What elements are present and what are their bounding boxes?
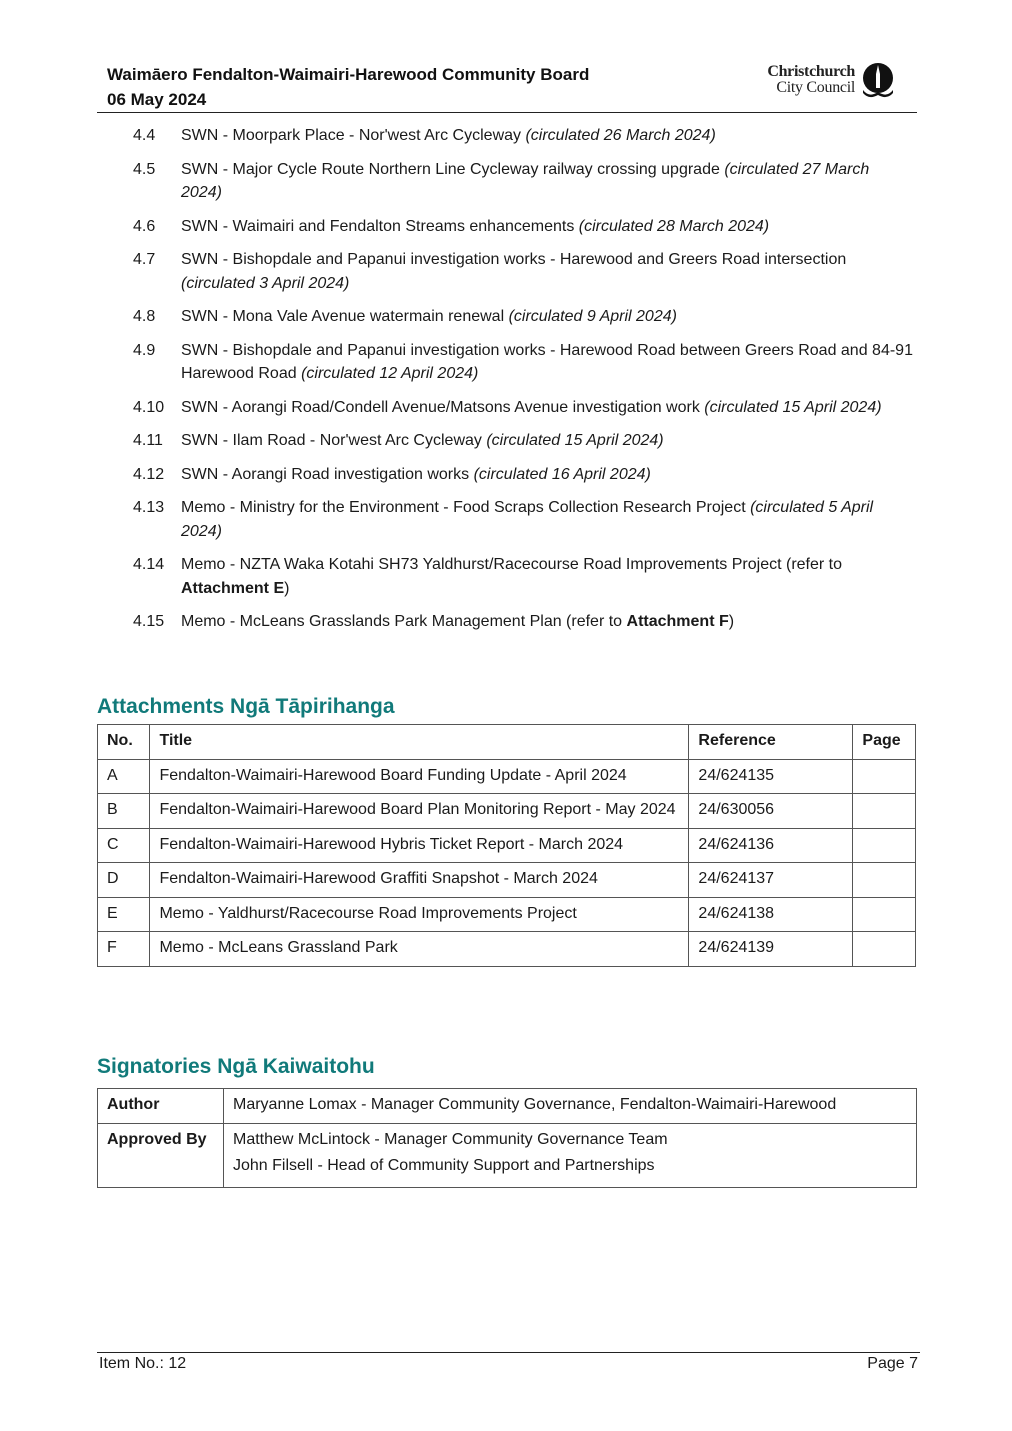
list-item [133,305,913,329]
cell-title: Fendalton-Waimairi-Harewood Hybris Ticket Report - March 2024 [150,828,689,863]
column-header-no: No. [98,725,150,760]
table-header-row [98,725,916,760]
item-circulated-date: (circulated 12 April 2024) [301,365,479,382]
item-text-suffix: ) [728,613,735,630]
item-text [181,463,913,487]
cell-page [853,897,916,932]
item-text [181,215,913,239]
list-item [133,339,913,386]
table-row [98,828,916,863]
item-text [181,124,913,148]
item-text [181,496,913,543]
table-row [98,1089,917,1124]
table-row [98,759,916,794]
item-text [181,429,913,453]
cell-reference: 24/624136 [689,828,853,863]
cell-reference: 24/624135 [689,759,853,794]
list-item [133,158,913,205]
column-header-reference: Reference [689,725,853,760]
item-number: 4.9 [133,341,156,359]
cell-page [853,759,916,794]
list-item [133,124,913,148]
item-title: SWN - Aorangi Road/Condell Avenue/Matsons Avenue investigation work [181,398,705,416]
table-row [98,794,916,829]
item-number: 4.4 [133,127,156,144]
cell-reference: 24/624139 [689,932,853,967]
cell-no: A [98,759,150,794]
item-title: Memo - Ministry for the Environment - Food Scraps Collection Research Project [181,499,751,516]
approved-by-label: Approved By [98,1123,224,1187]
cell-page [853,828,916,863]
meeting-date: 06 May 2024 [107,90,207,109]
logo-line-2: City Council [776,79,855,96]
cell-page [853,863,916,898]
item-number: 4.12 [133,465,165,483]
item-text [181,158,913,205]
item-circulated-date: (circulated 28 March 2024) [578,217,770,235]
table-row [98,863,916,898]
approver-1: Matthew McLintock - Manager Community Governance Team [233,1130,668,1148]
item-number: Item No.: 12 [99,1355,187,1372]
list-item [133,248,913,295]
cell-page [853,794,916,829]
cell-title: Memo - McLeans Grassland Park [150,932,689,967]
item-text [181,339,913,386]
cell-reference: 24/630056 [689,794,853,829]
item-title: SWN - Waimairi and Fendalton Streams enhancements [181,217,579,235]
list-item [133,463,913,487]
attachments-table [97,724,916,967]
list-item [133,396,913,420]
item-circulated-date: (circulated 27 March 2024) [181,160,870,201]
item-title: Memo - McLeans Grasslands Park Management Plan (refer to [181,613,627,630]
item-text [181,553,913,600]
cell-no: F [98,932,150,967]
item-title: SWN - Ilam Road - Nor'west Arc Cycleway [181,432,487,449]
item-title: SWN - Bishopdale and Papanui investigation works - Harewood and Greers Road intersection [181,251,847,268]
list-item [133,215,913,239]
item-attachment-ref: Attachment F [626,613,729,630]
item-text [181,248,913,295]
cell-title: Fendalton-Waimairi-Harewood Board Funding Update - April 2024 [150,759,689,794]
column-header-title: Title [150,725,689,760]
item-number: 4.14 [133,556,165,573]
cell-title: Memo - Yaldhurst/Racecourse Road Improvements Project [150,897,689,932]
list-item [133,610,913,634]
item-number: 4.15 [133,613,165,630]
item-title: SWN - Aorangi Road investigation works [181,465,474,483]
item-circulated-date: (circulated 15 April 2024) [486,432,664,449]
cathedral-logo-icon [859,62,897,100]
item-title: SWN - Bishopdale and Papanui investigation works - Harewood Road between Greers Road and 84-91 Harewood Road [181,341,913,382]
column-header-page: Page [853,725,916,760]
council-logo [747,62,897,102]
item-circulated-date: (circulated 9 April 2024) [508,308,677,325]
author-label: Author [98,1089,224,1124]
cell-no: B [98,794,150,829]
logo-line-1: Christchurch [767,63,855,80]
item-text [181,305,913,329]
item-title: SWN - Mona Vale Avenue watermain renewal [181,308,509,325]
item-text [181,610,913,634]
item-title: SWN - Major Cycle Route Northern Line Cycleway railway crossing upgrade [181,160,725,178]
item-number: 4.8 [133,308,156,325]
item-number: 4.11 [133,432,163,449]
signatories-table [97,1088,917,1188]
page-footer [97,1352,920,1372]
attachments-heading: Attachments Ngā Tāpirihanga [97,695,395,718]
cell-no: D [98,863,150,898]
table-row [98,897,916,932]
list-item [133,496,913,543]
cell-page [853,932,916,967]
item-title: SWN - Moorpark Place - Nor'west Arc Cycleway [181,127,526,144]
table-row [98,932,916,967]
cell-reference: 24/624137 [689,863,853,898]
item-number: 4.13 [133,499,165,516]
item-number: 4.6 [133,217,156,235]
item-circulated-date: (circulated 5 April 2024) [181,499,874,540]
cell-title: Fendalton-Waimairi-Harewood Graffiti Snapshot - March 2024 [150,863,689,898]
item-text-suffix: ) [284,579,290,597]
cell-title: Fendalton-Waimairi-Harewood Board Plan Monitoring Report - May 2024 [150,794,689,829]
board-name: Waimāero Fendalton-Waimairi-Harewood Community Board [107,65,590,84]
approver-2: John Filsell - Head of Community Support and Partnerships [233,1157,655,1174]
page-header [97,60,917,113]
item-number: 4.7 [133,251,156,268]
item-text [181,396,913,420]
item-circulated-date: (circulated 26 March 2024) [525,127,716,144]
item-number: 4.5 [133,160,156,178]
cell-no: C [98,828,150,863]
approved-by-value [224,1123,917,1187]
list-item [133,429,913,453]
item-circulated-date: (circulated 16 April 2024) [473,465,651,483]
item-circulated-date: (circulated 3 April 2024) [181,274,350,292]
list-item [133,553,913,600]
item-circulated-date: (circulated 15 April 2024) [704,398,882,416]
author-value: Maryanne Lomax - Manager Community Governance, Fendalton-Waimairi-Harewood [224,1089,917,1124]
signatories-heading: Signatories Ngā Kaiwaitohu [97,1055,375,1078]
item-title: Memo - NZTA Waka Kotahi SH73 Yaldhurst/Racecourse Road Improvements Project (refer to [181,556,842,573]
header-title [107,62,589,112]
item-number: 4.10 [133,398,165,416]
page-number: Page 7 [867,1355,918,1372]
item-attachment-ref: Attachment E [181,579,285,597]
agenda-items-list [133,124,913,644]
table-row [98,1123,917,1187]
cell-reference: 24/624138 [689,897,853,932]
cell-no: E [98,897,150,932]
